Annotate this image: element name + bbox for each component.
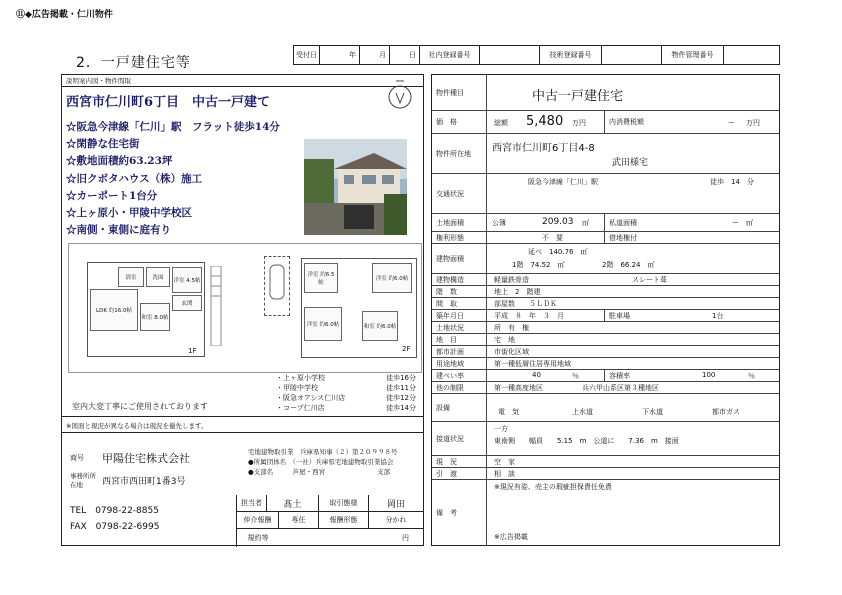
trade-label: 取引態様	[319, 495, 369, 511]
layout-value: 部屋数 ５ＬＤＫ	[494, 300, 557, 308]
feature-list	[66, 119, 280, 239]
internal-no-value[interactable]	[480, 46, 540, 64]
date-label: 受付日	[294, 46, 320, 64]
nearby-name: ・甲陵中学校	[276, 384, 318, 392]
fee-label: 仲介報酬	[237, 512, 279, 528]
location-label: 物件所在地	[432, 134, 487, 173]
floor-plan-2f	[301, 258, 417, 358]
zone-value: 第一種低層住居専用地域	[494, 360, 571, 368]
staff-label: 担当者	[237, 495, 267, 511]
tax-value: ー	[728, 119, 735, 127]
row-road	[432, 422, 779, 456]
company-fax: FAX 0798-22-6995	[70, 522, 160, 532]
room-2f-a: 洋室 約6.5帖	[304, 263, 338, 293]
row-layout	[432, 298, 779, 310]
city-plan-label: 都市計画	[432, 346, 487, 357]
company-address: 西宮市西田町1番3号	[102, 477, 186, 487]
feature-item: ☆阪急今津線「仁川」駅 フラット徒歩14分	[66, 121, 280, 133]
nearby-walk: 徒歩12分	[386, 394, 416, 402]
lease-label: 借地権付	[604, 232, 641, 243]
room-ldk: LDK 約16.0帖	[90, 289, 138, 331]
restriction-value: 第一種高度地区	[494, 384, 543, 392]
guide-text: 室内大変丁寧にご使用されております	[72, 402, 208, 411]
row-built	[432, 310, 779, 322]
month-label: 月	[360, 46, 390, 64]
house-photo	[304, 139, 407, 235]
type-label: 物件種目	[432, 75, 487, 110]
row-remarks	[432, 480, 779, 545]
feature-item: ☆閑静な住宅街	[66, 138, 140, 151]
land-unit: ㎡	[582, 219, 589, 227]
feature-item: ☆旧クボタハウス（株）施工	[66, 172, 203, 185]
floor-label-1f: 1F	[188, 347, 197, 355]
built-value: 平成 ８ 年 ３ 月	[494, 312, 564, 320]
feature-item: ☆敷地面積約63.23坪	[66, 155, 173, 168]
mgmt-no-value[interactable]	[724, 46, 779, 64]
row-restrictions	[432, 382, 779, 394]
delivery-value: 相 談	[494, 470, 515, 478]
address-label: 事務所所在地	[70, 472, 96, 489]
day-label: 日	[390, 46, 420, 64]
parking-value: 1台	[712, 312, 724, 320]
note-text: ※図面と現況が異なる場合は現況を優先します。	[66, 422, 208, 430]
stories-value: 地上 2 階建	[494, 288, 541, 296]
company-tel: TEL 0798-22-8855	[70, 506, 159, 516]
tax-unit: 万円	[746, 119, 760, 127]
headline: 西宮市仁川町6丁目 中古一戸建て	[66, 95, 271, 110]
owner-value: 武田様宅	[612, 158, 649, 168]
coverage-label: 建ぺい率	[432, 370, 487, 381]
floor-plan-1f	[87, 262, 205, 357]
room-yoshitsu: 洋室 4.5帖	[172, 267, 202, 293]
nearby-walk: 徒歩11分	[386, 384, 416, 392]
trade-value: 岡田	[386, 499, 405, 510]
company-label: 商号	[70, 454, 84, 462]
road-label: 接道状況	[432, 422, 487, 455]
land-status-value: 所 有 権	[494, 324, 529, 332]
restriction-value-2: 兵六甲山系区第３種地区	[582, 384, 659, 392]
feature-item: ☆上ヶ原小・甲陵中学校区	[66, 207, 192, 220]
private-road-label: 私道面積	[604, 214, 641, 231]
tech-no-label: 技術登録番号	[540, 46, 602, 64]
property-spec-table	[431, 74, 780, 546]
row-building	[432, 244, 779, 274]
delivery-label: 引 渡	[432, 468, 487, 479]
room-washitsu: 和室 8.0帖	[140, 303, 170, 331]
equipment-label: 設備	[432, 394, 487, 421]
fee-type-label: 報酬形態	[319, 512, 369, 528]
feature-item: ☆カーポート1台分	[66, 189, 158, 202]
row-chimoku	[432, 334, 779, 346]
section-title: 2．一戸建住宅等	[76, 55, 191, 71]
floor-ratio-unit: ％	[748, 372, 755, 380]
flyer-panel	[61, 74, 424, 546]
remarks-value-2: ※広告掲載	[494, 533, 528, 541]
room-entrance: 玄関	[172, 295, 202, 311]
walk-value: 徒歩 14 分	[710, 178, 754, 186]
row-traffic	[432, 174, 779, 214]
room-2f-d: 和室 約6.0帖	[362, 311, 398, 341]
land-prefix: 公簿	[492, 219, 506, 227]
room-2f-b: 洋室 約6.0帖	[372, 263, 412, 293]
tech-no-value[interactable]	[602, 46, 662, 64]
row-zone	[432, 358, 779, 370]
staff-table	[236, 495, 423, 547]
nearby-name: ・コープ仁川店	[276, 404, 325, 412]
year-label: 年	[320, 46, 360, 64]
nearby-walk: 徒歩14分	[386, 404, 416, 412]
location-value: 西宮市仁川町6丁目4-8	[492, 143, 595, 154]
equip-gas: 都市ガス	[712, 408, 740, 416]
present-value: 空 家	[494, 458, 515, 466]
restriction-label: 他の制限	[432, 382, 487, 393]
road-detail: 東南側 幅員 5.15 m 公道に 7.36 m 接面	[494, 437, 679, 445]
room-washroom: 洗面	[146, 267, 170, 287]
rights-label: 権利形態	[432, 232, 487, 243]
row-delivery	[432, 468, 779, 480]
building-label: 建物面積	[432, 244, 487, 273]
feature-item: ☆南側・東側に庭有り	[66, 224, 171, 237]
zone-label: 用途地域	[432, 358, 487, 369]
company-name: 甲陽住宅株式会社	[102, 452, 190, 465]
structure-value: 軽量鉄骨造	[494, 276, 529, 284]
equip-water: 上水道	[572, 408, 593, 416]
equip-electric: 電 気	[498, 408, 519, 416]
room-bath: 浴室	[118, 267, 144, 287]
price-unit: 万円	[572, 119, 586, 127]
nearby-walk: 徒歩16分	[386, 374, 416, 382]
building-1f: 1階 74.52 ㎡	[512, 261, 565, 269]
building-total: 延べ 140.76 ㎡	[528, 248, 588, 256]
row-stories	[432, 286, 779, 298]
land-value: 209.03	[542, 217, 574, 227]
nearby-list	[276, 373, 416, 413]
row-present	[432, 456, 779, 468]
branch-text: ●支部名 芦屋・西宮 支部	[248, 468, 391, 476]
row-ratio	[432, 370, 779, 382]
floor-ratio-label: 容積率	[604, 370, 634, 381]
rule-value: 円	[402, 533, 409, 542]
internal-no-label: 社内登録番号	[420, 46, 480, 64]
row-equipment	[432, 394, 779, 422]
stories-label: 階 数	[432, 286, 487, 297]
type-value: 中古一戸建住宅	[532, 89, 624, 104]
remarks-label: 備 考	[432, 480, 487, 545]
fee-type-value: 分かれ	[385, 516, 407, 524]
roof-value: スレート葺	[632, 276, 667, 284]
explain-label: 説明案内図・物件間取	[66, 77, 131, 85]
parking-label: 駐車場	[604, 310, 634, 321]
structure-label: 建物構造	[432, 274, 487, 285]
present-label: 現 況	[432, 456, 487, 467]
row-price	[432, 111, 779, 134]
staff-value: 髙土	[267, 495, 319, 511]
equip-sewer: 下水道	[642, 408, 663, 416]
floor-ratio-value: 100	[702, 371, 716, 379]
row-setback	[432, 232, 779, 244]
floor-label-2f: 2F	[402, 345, 411, 353]
mgmt-no-label: 物件管理番号	[662, 46, 724, 64]
coverage-unit: ％	[572, 372, 579, 380]
row-type	[432, 75, 779, 111]
row-structure	[432, 274, 779, 286]
rule-label: 規約等	[247, 533, 269, 542]
built-label: 築年月日	[432, 310, 487, 321]
fee-value: 専任	[279, 512, 319, 528]
row-land-status	[432, 322, 779, 334]
room-2f-c: 洋室 約6.0帖	[304, 307, 342, 341]
city-plan-value: 市街化区域	[494, 348, 529, 356]
row-city-plan	[432, 346, 779, 358]
floor-plan-area	[68, 243, 422, 373]
carport	[264, 256, 290, 316]
traffic-label: 交通状況	[432, 174, 487, 213]
association-text: ●所属団体名 （一社）兵庫県宅地建物取引業協会	[248, 458, 394, 466]
building-2f: 2階 66.24 ㎡	[602, 261, 655, 269]
realtor-logo	[382, 77, 419, 113]
price-value: 5,480	[526, 114, 564, 129]
nearby-name: ・上ヶ原小学校	[276, 374, 325, 382]
land-category-value: 宅 地	[494, 336, 515, 344]
private-road-value: ー ㎡	[732, 219, 753, 227]
license-text: 宅地建物取引業 兵庫県知事（２）第２０９９８号	[248, 448, 398, 456]
coverage-value: 40	[532, 371, 541, 379]
page-header: ⑪◆広告掲載・仁川物件	[16, 10, 113, 20]
registration-bar	[293, 45, 780, 65]
price-label: 価 格	[432, 111, 487, 133]
row-land	[432, 214, 779, 232]
road-sides: 一方	[494, 425, 508, 433]
setback-value: 不 要	[542, 234, 563, 242]
land-label: 土地面積	[432, 214, 487, 231]
layout-label: 間 取	[432, 298, 487, 309]
land-status-label: 土地状況	[432, 322, 487, 333]
line-value: 阪急今津線「仁川」駅	[528, 178, 598, 186]
remarks-value: ※現況有姿、売主の瑕疵担保責任免責	[494, 483, 612, 491]
nearby-name: ・阪急オアシス仁川店	[276, 394, 346, 402]
row-location	[432, 134, 779, 174]
land-category-label: 地 目	[432, 334, 487, 345]
price-prefix: 総額	[494, 119, 508, 127]
tax-label: 内消費税額	[604, 111, 648, 133]
